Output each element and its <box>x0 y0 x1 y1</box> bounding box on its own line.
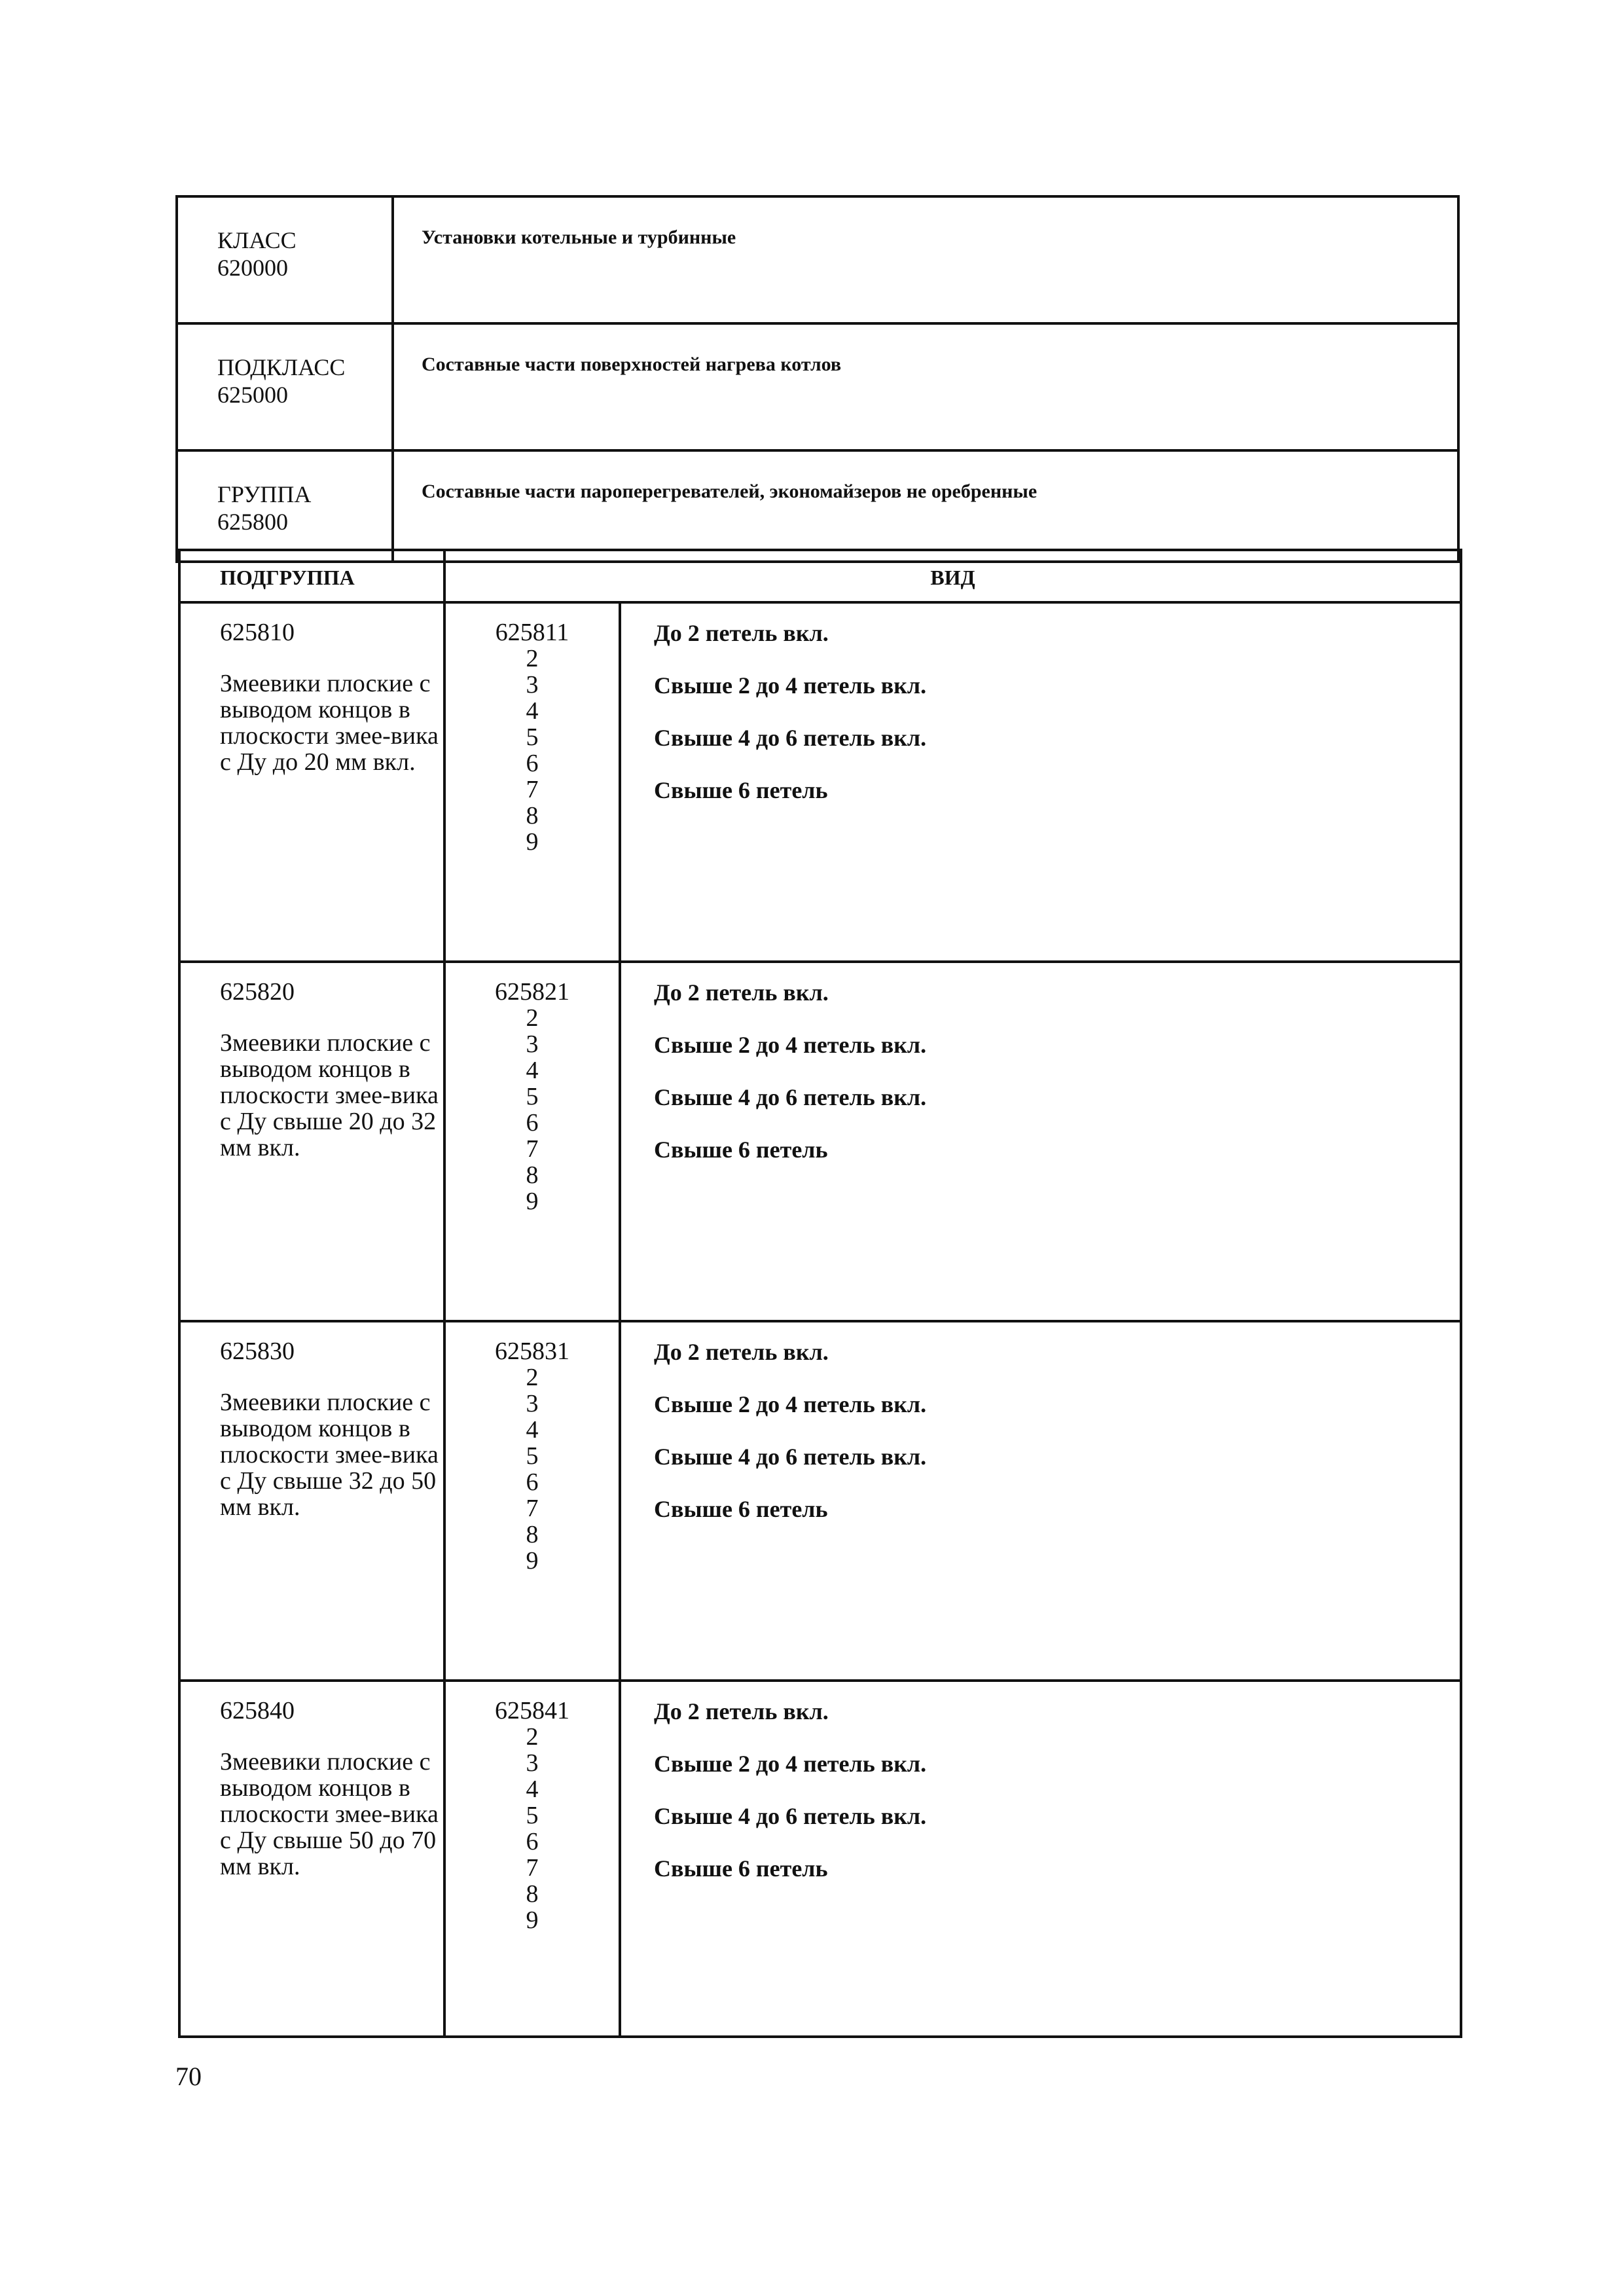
kind-suffix: 7 <box>526 1495 539 1522</box>
subgroup-description: Змеевики плоские с выводом концов в плоскости змее-вика с Ду свыше 50 до 70 мм вкл. <box>220 1748 439 1880</box>
table-header <box>181 551 1460 604</box>
kind-code: 625811 <box>495 619 569 646</box>
subgroup-cell <box>181 1322 446 1679</box>
kind-suffix: 7 <box>526 776 539 803</box>
kind-suffix: 4 <box>526 1057 539 1084</box>
kind-code: 625841 <box>495 1697 569 1724</box>
variant-text: Свыше 2 до 4 петель вкл. <box>654 1751 927 1777</box>
group-code: 625800 <box>217 509 288 535</box>
subclass-code-cell <box>178 325 394 449</box>
kind-code: 625821 <box>495 978 569 1006</box>
class-title: Установки котельные и турбинные <box>422 227 736 248</box>
variant-cell <box>621 963 1460 1320</box>
kind-suffix: 7 <box>526 1135 539 1163</box>
kind-suffix: 3 <box>526 1030 539 1058</box>
kind-suffix: 3 <box>526 671 539 699</box>
variant-text: Свыше 4 до 6 петель вкл. <box>654 1084 927 1110</box>
table-row <box>181 1682 1460 2035</box>
variant-cell <box>621 1322 1460 1679</box>
variant-text: Свыше 6 петель <box>654 1855 828 1882</box>
classification-header <box>175 195 1460 563</box>
kind-suffix: 8 <box>526 1161 539 1189</box>
kind-suffix: 5 <box>526 1802 539 1829</box>
variant-text: Свыше 2 до 4 петель вкл. <box>654 1032 927 1058</box>
variant-cell <box>621 1682 1460 2035</box>
class-code-cell <box>178 198 394 322</box>
subgroup-code: 625810 <box>220 619 295 646</box>
kind-suffix: 9 <box>526 1188 539 1215</box>
kind-suffix: 3 <box>526 1749 539 1777</box>
class-label: КЛАСС <box>217 227 297 253</box>
subgroup-code: 625830 <box>220 1338 295 1365</box>
variant-text: Свыше 4 до 6 петель вкл. <box>654 725 927 751</box>
kind-suffix: 8 <box>526 1521 539 1548</box>
subclass-title: Составные части поверхностей нагрева котлов <box>422 354 842 375</box>
kind-suffix: 6 <box>526 1828 539 1855</box>
variant-text: До 2 петель вкл. <box>654 1698 829 1724</box>
class-code: 620000 <box>217 255 288 281</box>
variant-text: Свыше 4 до 6 петель вкл. <box>654 1803 927 1829</box>
subgroup-code: 625840 <box>220 1697 295 1724</box>
group-title: Составные части пароперегревателей, экономайзеров не оребренные <box>422 481 1038 502</box>
group-code-cell <box>178 452 394 560</box>
variant-text: До 2 петель вкл. <box>654 1339 829 1365</box>
kind-suffix: 2 <box>526 1723 539 1751</box>
page-number: 70 <box>175 2062 202 2091</box>
subgroup-description: Змеевики плоские с выводом концов в плоскости змее-вика с Ду свыше 32 до 50 мм вкл. <box>220 1389 439 1521</box>
kind-codes-cell <box>446 1322 621 1679</box>
variant-text: Свыше 2 до 4 петель вкл. <box>654 1391 927 1417</box>
kind-suffix: 9 <box>526 1906 539 1934</box>
subclass-row <box>178 325 1457 452</box>
kind-suffix: 4 <box>526 697 539 725</box>
kind-suffix: 9 <box>526 1547 539 1575</box>
group-row <box>178 452 1457 560</box>
variant-text: До 2 петель вкл. <box>654 620 829 646</box>
variant-text: Свыше 6 петель <box>654 1496 828 1522</box>
kind-suffix: 2 <box>526 1364 539 1391</box>
subgroup-cell <box>181 604 446 960</box>
group-label: ГРУППА <box>217 481 312 507</box>
kind-suffix: 4 <box>526 1776 539 1803</box>
variant-cell <box>621 604 1460 960</box>
kind-suffix: 5 <box>526 1083 539 1110</box>
variant-text: Свыше 6 петель <box>654 1137 828 1163</box>
kind-suffix: 5 <box>526 1442 539 1470</box>
kind-suffix: 7 <box>526 1854 539 1882</box>
table-row <box>181 963 1460 1322</box>
kind-suffix: 2 <box>526 1004 539 1032</box>
subgroup-code: 625820 <box>220 978 295 1006</box>
kind-codes-cell <box>446 963 621 1320</box>
subclass-code: 625000 <box>217 382 288 408</box>
kind-suffix: 6 <box>526 1109 539 1137</box>
table-row <box>181 604 1460 963</box>
variant-text: До 2 петель вкл. <box>654 979 829 1006</box>
subgroup-description: Змеевики плоские с выводом концов в плоскости змее-вика с Ду свыше 20 до 32 мм вкл. <box>220 1029 439 1161</box>
kind-suffix: 3 <box>526 1390 539 1417</box>
class-row <box>178 198 1457 325</box>
subgroup-cell <box>181 1682 446 2035</box>
kind-suffix: 6 <box>526 1468 539 1496</box>
subgroup-column-header: ПОДГРУППА <box>181 551 446 601</box>
subgroup-cell <box>181 963 446 1320</box>
kind-column-header: ВИД <box>930 566 975 589</box>
kind-suffix: 8 <box>526 802 539 829</box>
variant-text: Свыше 6 петель <box>654 777 828 803</box>
subclass-label: ПОДКЛАСС <box>217 354 346 380</box>
subgroup-table <box>178 549 1462 2038</box>
kind-suffix: 6 <box>526 750 539 777</box>
kind-codes-cell <box>446 604 621 960</box>
kind-code: 625831 <box>495 1338 569 1365</box>
subgroup-description: Змеевики плоские с выводом концов в плоскости змее-вика с Ду до 20 мм вкл. <box>220 670 439 776</box>
table-row <box>181 1322 1460 1682</box>
kind-suffix: 5 <box>526 723 539 751</box>
kind-suffix: 4 <box>526 1416 539 1444</box>
kind-suffix: 8 <box>526 1880 539 1908</box>
variant-text: Свыше 4 до 6 петель вкл. <box>654 1444 927 1470</box>
kind-suffix: 9 <box>526 828 539 856</box>
kind-suffix: 2 <box>526 645 539 672</box>
variant-text: Свыше 2 до 4 петель вкл. <box>654 672 927 699</box>
kind-codes-cell <box>446 1682 621 2035</box>
